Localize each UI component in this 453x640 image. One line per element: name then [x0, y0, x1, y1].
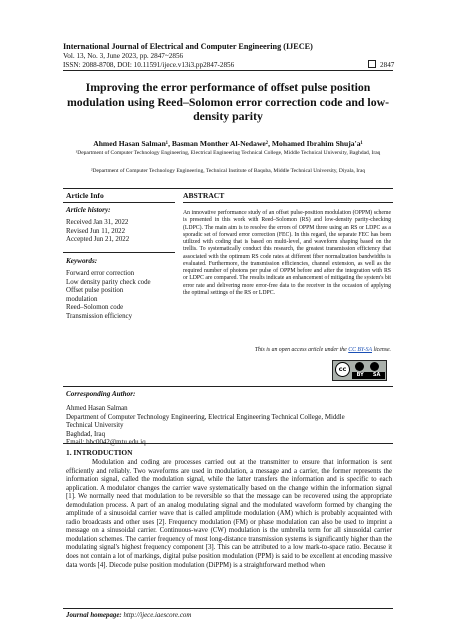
- homepage-url[interactable]: http://ijece.iaescore.com: [123, 612, 192, 619]
- corresponding-heading: Corresponding Author:: [66, 390, 136, 398]
- keywords-rule: [63, 252, 175, 253]
- article-info-heading: Article Info: [66, 191, 104, 200]
- journal-header: [63, 42, 393, 70]
- cc-icon: cc: [335, 362, 350, 377]
- corresponding-bottom-rule: [63, 443, 393, 444]
- info-top-rule: [63, 188, 393, 189]
- keywords-list: [66, 270, 176, 322]
- info-left-rule: [63, 202, 175, 203]
- keyword-item: Reed–Solomon code: [66, 304, 124, 312]
- journal-issn-doi: ISSN: 2088-8708, DOI: 10.11591/ijece.v13i3.pp2847-2856: [63, 61, 235, 69]
- open-access-line: [183, 347, 391, 353]
- corresponding-name: Ahmed Hasan Salman: [66, 405, 128, 412]
- history-revised: Revised Jun 11, 2022: [66, 227, 126, 235]
- page-number-value: 2847: [380, 61, 395, 69]
- keyword-item: Low density parity check code: [66, 278, 151, 286]
- keyword-item: Offset pulse position: [66, 287, 124, 295]
- history-accepted: Accepted Jun 21, 2022: [66, 236, 130, 244]
- header-rule: [63, 70, 393, 71]
- paper-title: Improving the error performance of offset pulse position modulation using Reed–Solomon error correction code and low-density parity: [66, 80, 390, 123]
- corresponding-city: Baghdad, Iraq: [66, 430, 106, 438]
- open-access-text: This is an open access article under the: [254, 347, 347, 353]
- history-heading: Article history:: [66, 206, 111, 214]
- sa-label: SA: [372, 372, 381, 378]
- history-received: Received Jan 31, 2022: [66, 219, 129, 226]
- page-number: [368, 60, 394, 70]
- abstract-text: An innovative performance study of an offset pulse-position modulation (OPPM) scheme is presented in this work with Reed–Solomon (RS) and low-density parity-checking (LDPC). The main aim is to resolve the errors of OPPM three using an RS or LDPC as a sporadic set of forward error correction (FEC). In this regard, the separate FEC has been utilized with coding that is based on multi-level, and waveform shaping based on the trellis. To systematically conduct this research, the greatest transmission efficiency that associated with the optimum RS code rates at different fiber normalization bandwidths is evaluated. Furthermore, the transmission efficiencies, channel extension, as well as the required number of photons per pulse of OPPM before and after the integration with RS or LDPC are compared. The results indicate an enhancement of mitigating the system's bit error rate and delivering more error-free data to the receiver in the occasion of applying the optimal settings of the RS or LDPC.: [183, 210, 391, 296]
- footer-rule: [63, 608, 393, 609]
- abstract-rule: [183, 202, 393, 203]
- by-person-icon: [355, 362, 364, 371]
- keyword-item: Forward error correction: [66, 270, 135, 277]
- cc-license-badge[interactable]: [332, 360, 387, 381]
- introduction-heading: 1. INTRODUCTION: [66, 448, 133, 457]
- authors: Ahmed Hasan Salman¹, Basman Monther Al-Nedawe², Mohamed Ibrahim Shuja'a¹: [93, 139, 363, 148]
- corresponding-dept: Department of Computer Technology Engineering, Electrical Engineering Technical College, Middle: [66, 413, 345, 421]
- keywords-heading: Keywords:: [66, 257, 98, 265]
- share-alike-icon: [370, 362, 379, 371]
- journal-homepage: [66, 612, 191, 619]
- homepage-label: Journal homepage:: [66, 612, 122, 619]
- journal-volume: Vol. 13, No. 3, June 2023, pp. 2847~2856: [63, 52, 184, 60]
- keyword-item: modulation: [66, 295, 98, 303]
- cc-badge-labels: [352, 372, 385, 379]
- page-box-icon: [368, 60, 376, 68]
- corresponding-top-rule: [63, 386, 393, 387]
- article-history: [66, 219, 176, 245]
- corresponding-email: Email: bbc0042@mtu.edu.iq: [66, 439, 146, 447]
- corresponding-details: [66, 405, 386, 448]
- license-suffix: license.: [373, 347, 391, 353]
- by-label: BY: [356, 372, 364, 378]
- affiliation-2: ²Department of Computer Technology Engineering, Technical Institute of Baquba, Middle Technical University, Diyala, Iraq: [90, 168, 366, 174]
- affiliation-1: ¹Department of Computer Technology Engineering, Electrical Engineering Technical College, Middle Technical University, Baghdad, Iraq: [75, 150, 381, 156]
- license-link[interactable]: CC BY-SA: [348, 347, 372, 353]
- corresponding-university: Technical University: [66, 422, 124, 430]
- abstract-heading: ABSTRACT: [183, 191, 225, 200]
- introduction-text: Modulation and coding are processes carried out at the transmitter to ensure that information is sent efficiently and reliably. Two waveforms are used in modulation, a message and a carrier, the former represents the information signal, called the modulation signal, while the latter transfers the information and is specific to each application. A modulator changes the carrier wave systematically based on the change within the information signal [1]. We normally need that modulation to be reversible so that the message can be recovered using the appropriate demodulation process. A part of an analog modulating signal and the modulated waveform formed by changing the amplitude of a sinusoidal carrier wave that is called amplitude modulation (AM) which is probably acquainted with radio broadcasts and other uses [2]. Frequency modulation (FM) or phase modulation can also be used to imprint a message on a sinusoidal carrier. Continuous-wave (CW) modulation is the umbrella term for all sinusoidal carrier modulation schemes. The carrier frequency of most long-distance transmission systems is significantly higher than the modulating signal's highest frequency component [3]. This can be attributed to a low mark-to-space ratio. Because it does not contain a lot of markings, digital pulse position modulation (PPM) is said to be excellent at encoding massive data words [4]. Diecode pulse position modulation (DiPPM) is a straightforward method when: [66, 459, 392, 569]
- keyword-item: Transmission efficiency: [66, 312, 133, 320]
- journal-name: International Journal of Electrical and Computer Engineering (IJECE): [63, 42, 313, 51]
